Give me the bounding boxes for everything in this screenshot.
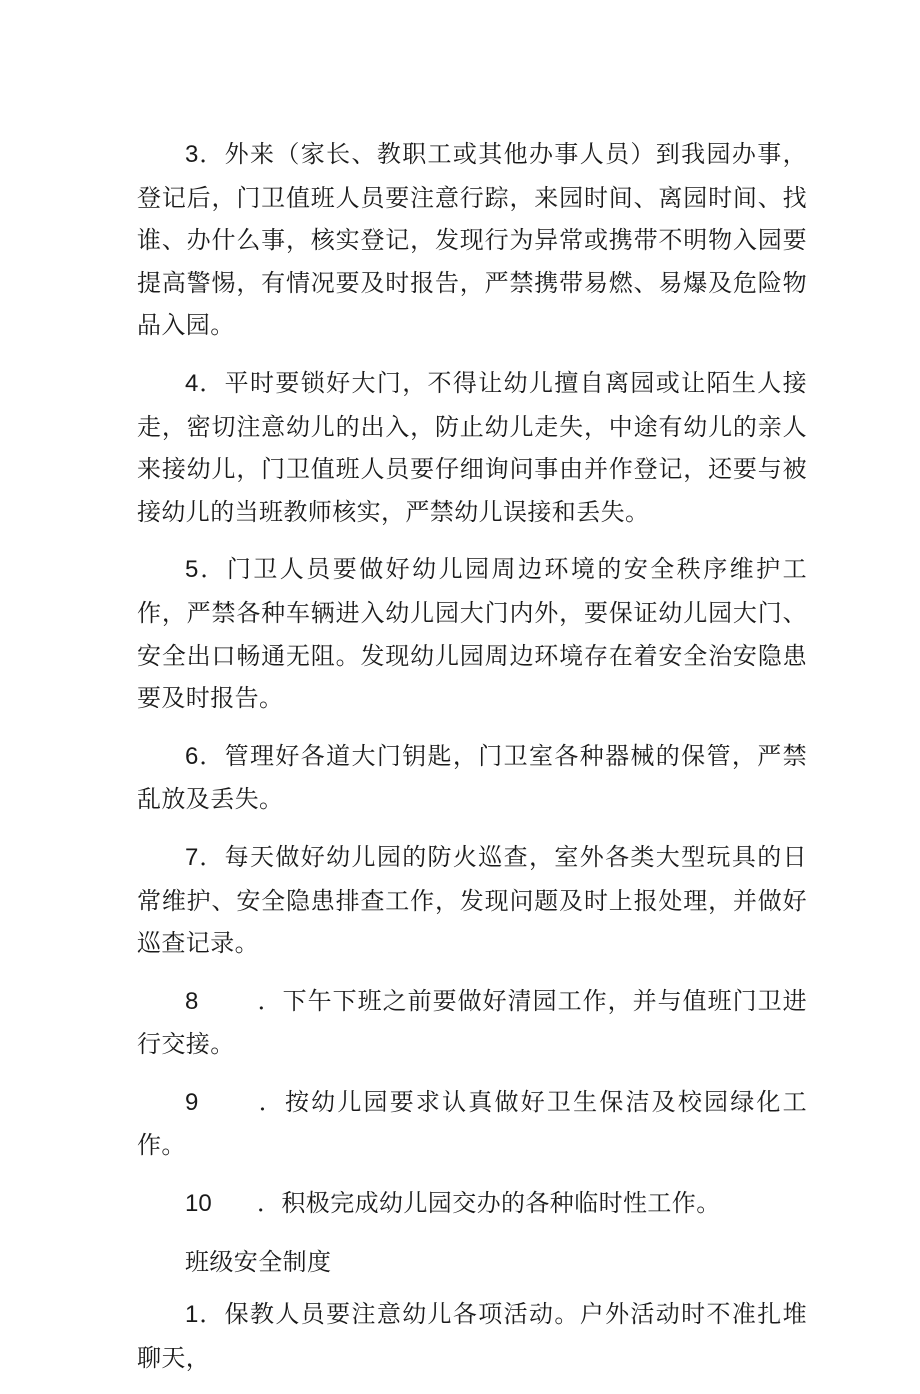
list-item-7 [137,836,807,965]
section-title: 班级安全制度 [185,1247,332,1276]
list-item-3 [137,133,807,347]
item-number: 10 [185,1190,212,1218]
item-number: 7 [185,843,199,871]
list-item-8 [137,980,807,1066]
list-item-6 [137,735,807,821]
item-text: ．下午下班之前要做好清园工作，并与值班门卫进行交接。 [137,986,807,1059]
list-item-5 [137,548,807,719]
document-page [137,133,807,1394]
item-text: ．积极完成幼儿园交办的各种临时性工作。 [257,1189,721,1218]
item-number: 4 [185,369,199,397]
item-text: ．保教人员要注意幼儿各项活动。户外活动时不准扎堆聊天， [137,1300,807,1372]
item-number: 9 [185,1088,199,1116]
item-number: 1 [185,1301,199,1329]
item-number: 3 [185,141,199,168]
list-item-4 [137,362,807,533]
list-item-9 [137,1081,807,1167]
item-text: ．按幼儿园要求认真做好卫生保洁及校园绿化工作。 [137,1087,807,1160]
section-list-item-1 [137,1293,807,1379]
item-text: ．管理好各道大门钥匙，门卫室各种器械的保管，严禁乱放及丢失。 [137,741,807,814]
item-number: 8 [185,987,199,1015]
item-number: 6 [185,742,199,770]
item-text: ．外来（家长、教职工或其他办事人员）到我园办事，登记后，门卫值班人员要注意行踪，来园时间、离园时间、找谁、办什么事，核实登记，发现行为异常或携带不明物入园要提高警惕，有情况要及时报告，严禁携带易燃、易爆及危险物品入园。 [137,140,807,340]
item-text: ．平时要锁好大门，不得让幼儿擅自离园或让陌生人接走，密切注意幼儿的出入，防止幼儿走失，中途有幼儿的亲人来接幼儿，门卫值班人员要仔细询问事由并作登记，还要与被接幼儿的当班教师核实，严禁幼儿误接和丢失。 [137,368,807,526]
item-text: ．每天做好幼儿园的防火巡查，室外各类大型玩具的日常维护、安全隐患排查工作，发现问题及时上报处理，并做好巡查记录。 [137,842,807,958]
item-text: ．门卫人员要做好幼儿园周边环境的安全秩序维护工作，严禁各种车辆进入幼儿园大门内外，要保证幼儿园大门、安全出口畅通无阻。发现幼儿园周边环境存在着安全治安隐患要及时报告。 [137,555,807,713]
list-item-10 [137,1182,807,1226]
item-number: 5 [185,556,199,584]
